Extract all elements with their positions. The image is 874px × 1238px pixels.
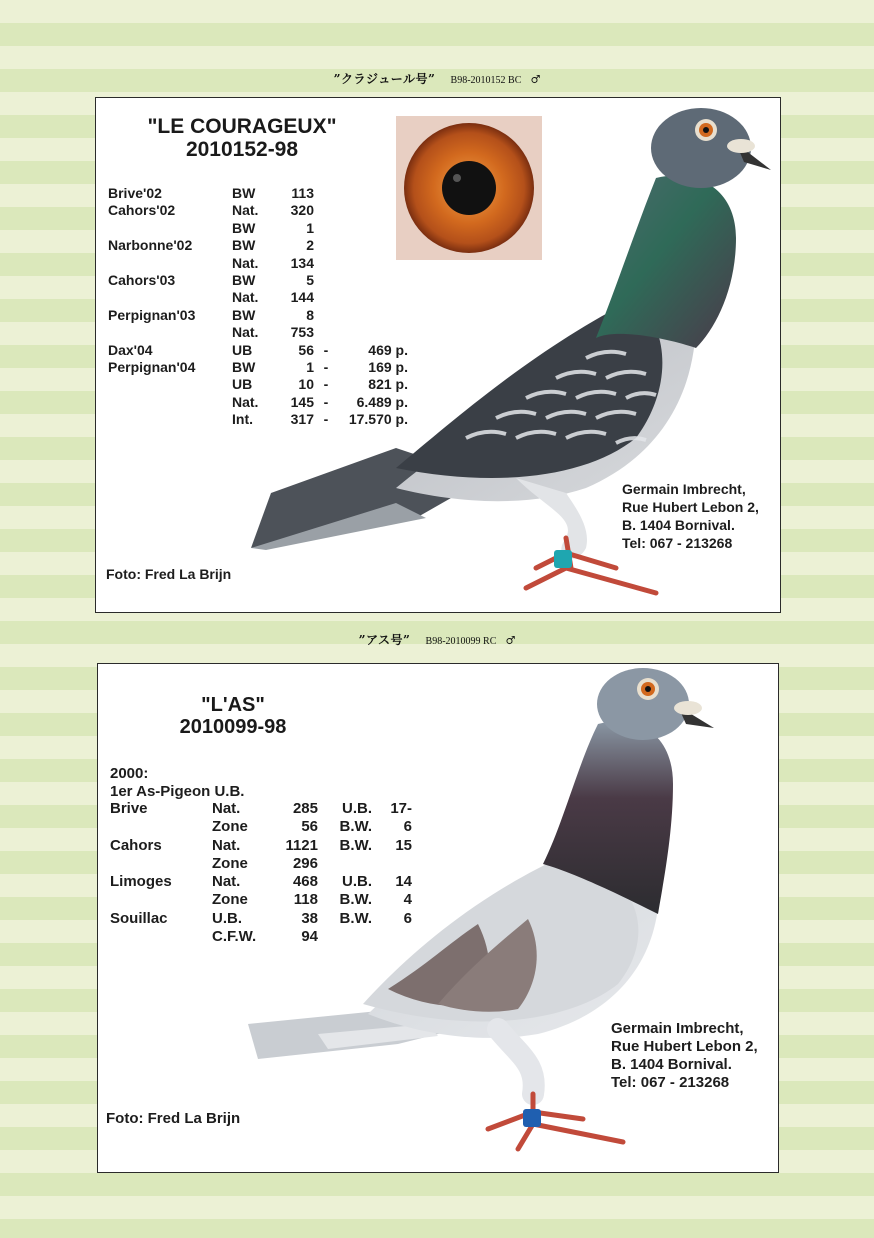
result-level: Nat. [232, 289, 259, 306]
result-position: 134 [290, 254, 314, 271]
result-birds [338, 255, 408, 272]
result-row [108, 324, 408, 341]
result-position: 118 [293, 891, 318, 909]
result-separator: - [323, 341, 329, 358]
pigeon2-year: 2000: [110, 765, 149, 782]
result-position-2: 15 [395, 836, 412, 854]
result-row [110, 818, 412, 836]
result-level: Nat. [232, 324, 259, 341]
race-name [108, 255, 232, 272]
result-position: 8 [306, 306, 314, 323]
result-separator [314, 289, 338, 306]
result-position-2: 4 [403, 891, 412, 909]
pigeon2-caption-reg: B98-2010099 RC [425, 636, 497, 647]
result-level: BW [232, 272, 256, 289]
result-birds [338, 289, 408, 306]
result-row [110, 855, 412, 873]
pigeon2-results [110, 800, 412, 946]
result-position: 144 [290, 289, 314, 306]
result-row [108, 342, 408, 359]
result-row [108, 202, 408, 219]
pigeon2-name: "L'AS" [201, 694, 265, 716]
result-position: 94 [301, 928, 318, 946]
pigeon1-caption-name: ”クラジュール号” [333, 72, 436, 86]
result-separator [314, 255, 338, 272]
result-position-2: 6 [403, 818, 412, 836]
address-line: Tel: 067 - 213268 [611, 1074, 730, 1091]
result-position: 2 [306, 237, 314, 254]
result-position: 753 [290, 324, 314, 341]
result-level-2: B.W. [339, 891, 372, 909]
pigeon2-card [97, 663, 779, 1173]
race-name [110, 891, 212, 909]
pigeon2-caption-sex: ♂ [505, 634, 516, 647]
result-level: Int. [232, 411, 253, 428]
result-birds [338, 272, 408, 289]
result-level-2: B.W. [339, 909, 372, 927]
result-birds [338, 185, 408, 202]
result-separator [314, 220, 338, 237]
address-line: Germain Imbrecht, [611, 1020, 744, 1037]
result-position: 113 [291, 185, 314, 201]
pigeon1-card [95, 97, 781, 613]
result-row [110, 837, 412, 855]
result-level: BW [232, 219, 256, 236]
pigeon2-address [611, 1020, 758, 1092]
result-level: Nat. [232, 254, 259, 271]
result-birds [338, 307, 408, 324]
pigeon1-results [108, 185, 408, 429]
result-row [110, 800, 412, 818]
race-name: Souillac [110, 909, 168, 927]
result-level: Nat. [232, 202, 259, 219]
result-level: BW [232, 306, 256, 323]
result-separator: - [323, 359, 329, 376]
result-level: BW [232, 359, 256, 376]
result-birds: 469 p. [368, 341, 408, 358]
race-name: Cahors [110, 836, 162, 854]
result-position: 1 [306, 359, 314, 376]
race-name [108, 394, 232, 411]
result-position: 317 [290, 411, 314, 428]
result-separator: - [323, 393, 329, 410]
address-line: Rue Hubert Lebon 2, [622, 499, 759, 515]
result-birds [338, 202, 408, 219]
result-birds [338, 220, 408, 237]
race-name: Perpignan'03 [108, 306, 196, 323]
race-name: Perpignan'04 [108, 359, 196, 376]
result-position: 56 [298, 341, 314, 358]
result-level: Zone [212, 818, 248, 836]
result-position: 320 [290, 202, 314, 219]
result-level: Nat. [232, 393, 259, 410]
race-name: Narbonne'02 [108, 237, 193, 254]
address-line: B. 1404 Bornival. [611, 1056, 732, 1073]
result-row [108, 220, 408, 237]
result-birds: 6.489 p. [356, 393, 408, 410]
result-level: C.F.W. [212, 928, 257, 946]
race-name [110, 928, 212, 946]
result-row [108, 359, 408, 376]
result-level: Nat. [212, 836, 241, 854]
address-line: Tel: 067 - 213268 [622, 535, 733, 551]
result-position: 468 [292, 873, 318, 891]
pigeon2-photo-credit: Foto: Fred La Brijn [106, 1110, 241, 1127]
result-row [110, 928, 412, 946]
result-separator [314, 185, 338, 202]
address-line: Rue Hubert Lebon 2, [611, 1038, 758, 1055]
result-separator [314, 202, 338, 219]
result-row [108, 289, 408, 306]
result-level: BW [232, 185, 256, 201]
result-separator [314, 237, 338, 254]
race-name [108, 411, 232, 428]
pigeon1-caption [0, 68, 874, 87]
pigeon2-number: 2010099-98 [179, 715, 287, 738]
pigeon1-caption-reg: B98-2010152 BC [450, 75, 522, 86]
result-level: Zone [212, 891, 248, 909]
result-birds: 169 p. [368, 359, 408, 376]
result-level: Nat. [212, 800, 241, 817]
result-level-2: U.B. [342, 800, 372, 817]
result-row [110, 910, 412, 928]
result-row [108, 185, 408, 202]
pigeon2-caption-name: ”アス号” [358, 633, 411, 647]
result-position-2: 14 [395, 873, 412, 891]
result-row [108, 255, 408, 272]
result-row [108, 307, 408, 324]
result-level: U.B. [212, 909, 242, 927]
result-level: BW [232, 237, 256, 254]
result-position-2: 17- [390, 800, 412, 817]
result-position: 5 [306, 272, 314, 289]
pigeon1-photo-credit: Foto: Fred La Brijn [106, 566, 232, 582]
result-position: 296 [292, 854, 318, 872]
pigeon1-name: "LE COURAGEUX" [147, 115, 337, 138]
race-name [110, 855, 212, 873]
pigeon2-title-block [158, 695, 308, 738]
result-level: Zone [212, 854, 248, 872]
result-position: 1 [306, 219, 314, 236]
pigeon1-caption-sex: ♂ [530, 73, 541, 86]
pigeon2-caption [0, 629, 874, 648]
result-position-2 [372, 928, 412, 946]
race-name [108, 220, 232, 237]
result-level-2 [318, 855, 372, 873]
race-name: Brive'02 [108, 185, 162, 201]
result-position: 10 [298, 376, 314, 393]
result-position: 56 [301, 818, 318, 836]
race-name: Cahors'03 [108, 272, 176, 289]
result-row [110, 873, 412, 891]
result-row [108, 411, 408, 428]
result-separator [314, 324, 338, 341]
result-position: 285 [292, 800, 318, 817]
race-name: Cahors'02 [108, 202, 176, 219]
pigeon1-title-block [132, 116, 352, 161]
result-level: Nat. [212, 873, 241, 891]
address-line: B. 1404 Bornival. [622, 517, 735, 533]
result-level-2: U.B. [342, 873, 372, 891]
result-row [108, 376, 408, 393]
race-name: Dax'04 [108, 341, 153, 358]
race-name: Limoges [110, 873, 172, 891]
race-name [108, 376, 232, 393]
result-level-2: B.W. [339, 836, 372, 854]
address-line: Germain Imbrecht, [622, 481, 746, 497]
result-level: UB [232, 341, 253, 358]
result-position-2: 6 [403, 909, 412, 927]
result-row [108, 237, 408, 254]
race-name [110, 818, 212, 836]
result-separator [314, 307, 338, 324]
result-row [108, 394, 408, 411]
result-position: 38 [301, 909, 318, 927]
result-row [110, 891, 412, 909]
result-birds [338, 324, 408, 341]
race-name: Brive [110, 800, 148, 817]
result-separator: - [323, 411, 329, 428]
result-separator [314, 272, 338, 289]
race-name [108, 289, 232, 306]
result-birds [338, 237, 408, 254]
result-birds: 821 p. [368, 376, 408, 393]
result-separator: - [323, 376, 329, 393]
eye-closeup [396, 116, 542, 260]
result-position: 1121 [285, 836, 318, 854]
result-level: UB [232, 376, 253, 393]
result-position-2 [372, 855, 412, 873]
result-level-2: B.W. [339, 818, 372, 836]
pigeon2-subtitle: 1er As-Pigeon U.B. [110, 783, 245, 800]
pigeon1-address [622, 480, 759, 552]
result-row [108, 272, 408, 289]
result-position: 145 [290, 393, 314, 410]
result-birds: 17.570 p. [348, 411, 408, 428]
result-level-2 [318, 928, 372, 946]
race-name [108, 324, 232, 341]
pigeon1-number: 2010152-98 [185, 137, 299, 161]
